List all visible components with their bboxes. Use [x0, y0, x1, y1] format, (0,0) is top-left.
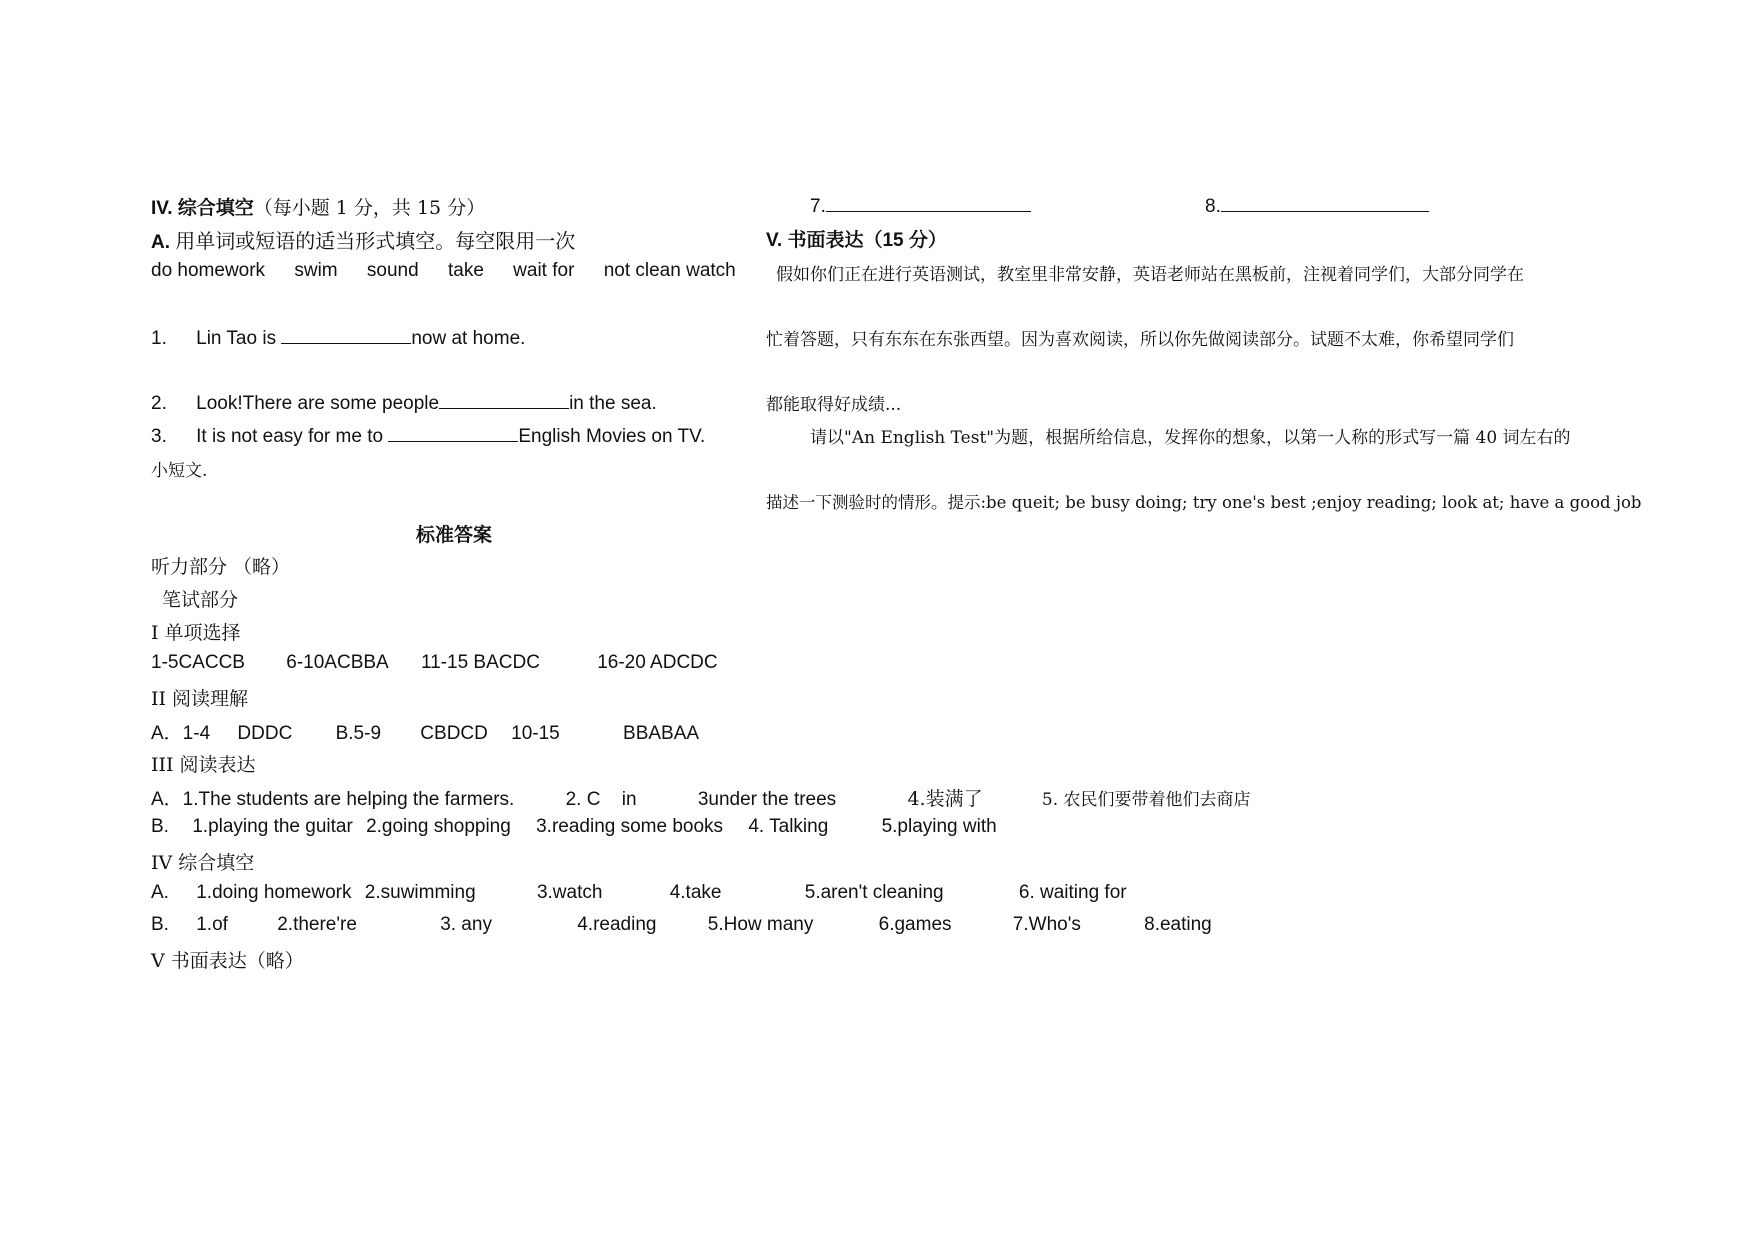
writing-prompt-line: 都能取得好成绩... — [766, 395, 902, 415]
section4-answers-title: IV 综合填空 — [151, 852, 255, 874]
answer-group: A．1.The students are helping the farmers. — [151, 789, 515, 810]
answer-blank[interactable] — [1221, 193, 1429, 212]
question-2 — [151, 390, 657, 415]
answer-group: 5.playing with — [881, 816, 997, 837]
answer-group: DDDC — [237, 723, 293, 744]
question-text-after: in the sea. — [569, 393, 657, 414]
answer-group: 1.playing the guitar — [192, 816, 353, 837]
answer-group: B. — [151, 816, 169, 837]
answer-group: 3.reading some books — [536, 816, 724, 837]
answer-group: 1.doing homework — [196, 882, 352, 903]
word-bank-item: swim — [294, 260, 338, 281]
section1-answers — [151, 652, 718, 674]
section3-answers-b — [151, 816, 997, 838]
question-text-after: English Movies on TV. — [518, 426, 706, 447]
writing-prompt-line: 假如你们正在进行英语测试，教室里非常安静，英语老师站在黑板前，注视着同学们，大部分同学在 — [776, 265, 1524, 285]
partA-heading — [151, 225, 575, 254]
section4-answers-b — [151, 914, 1212, 936]
answer-group: 4.take — [669, 882, 722, 903]
answer-group: BBABAA — [623, 723, 700, 744]
answer-group: CBDCD — [420, 723, 488, 744]
answer-blank[interactable] — [826, 193, 1031, 212]
question-number: 7. — [810, 196, 826, 217]
word-bank-item: not clean watch — [603, 260, 736, 281]
section1-answers-title: I 单项选择 — [151, 622, 241, 644]
answer-group: 6. waiting for — [1018, 882, 1127, 903]
answers-title: 标准答案 — [416, 524, 493, 546]
section4-heading — [151, 193, 485, 220]
question-number: 2. — [151, 393, 167, 414]
question-text-before: Look!There are some people — [196, 393, 440, 414]
word-bank-item: wait for — [513, 260, 575, 281]
question-7 — [810, 193, 1031, 218]
answer-group: 8.eating — [1144, 914, 1212, 935]
question-number: 3. — [151, 426, 167, 447]
answer-group: 2.there're — [277, 914, 357, 935]
section2-answers-title: II 阅读理解 — [151, 688, 249, 710]
section4-title: IV. 综合填空 — [151, 198, 254, 219]
section3-answers-title: III 阅读表达 — [151, 754, 256, 776]
word-bank-item: take — [447, 260, 484, 281]
question-8 — [1205, 193, 1429, 218]
written-heading: 笔试部分 — [162, 589, 239, 611]
question-number: 8. — [1205, 196, 1221, 217]
writing-prompt-line: 忙着答题，只有东东在东张西望。因为喜欢阅读，所以你先做阅读部分。试题不太难，你希望同学们 — [766, 330, 1514, 350]
answer-group: 4.装满了 — [907, 788, 983, 810]
answer-group: 3.watch — [536, 882, 603, 903]
answer-group: 5.How many — [707, 914, 814, 935]
answer-blank[interactable] — [439, 390, 569, 409]
word-bank-item: do homework — [151, 260, 266, 281]
answer-blank[interactable] — [388, 423, 518, 442]
section5-title: V. 书面表达（15 分） — [766, 230, 947, 251]
section5-answers: V 书面表达（略） — [151, 950, 304, 972]
section4-answers-a — [151, 882, 1127, 904]
question-text-before: Lin Tao is — [196, 328, 282, 349]
answer-group: 6.games — [878, 914, 952, 935]
answer-group: 2. C — [565, 789, 601, 810]
answer-group: A．1-4 — [151, 723, 211, 744]
question-1 — [151, 325, 525, 350]
question-text-before: It is not easy for me to — [196, 426, 389, 447]
answer-group: 7.Who's — [1012, 914, 1081, 935]
answer-group: B. — [151, 914, 169, 935]
answer-group: 5.aren't cleaning — [804, 882, 944, 903]
answer-group: 4. Talking — [748, 816, 829, 837]
answer-blank[interactable] — [281, 325, 411, 344]
answer-group: in — [621, 789, 637, 810]
question-3-continuation: 小短文. — [151, 461, 208, 481]
answer-group: 1.of — [196, 914, 228, 935]
answer-group: 6-10ACBBA — [286, 652, 388, 673]
answer-group: 1-5CACCB — [151, 652, 245, 673]
listening-answers: 听力部分 （略） — [151, 556, 291, 578]
answer-group: 10-15 — [511, 723, 560, 744]
partA-label: A. — [151, 232, 170, 253]
question-number: 1. — [151, 328, 167, 349]
section3-answers-a — [151, 784, 1251, 811]
answer-group: 5. 农民们要带着他们去商店 — [1041, 790, 1251, 810]
question-3 — [151, 423, 705, 448]
word-bank-item: sound — [366, 260, 419, 281]
section4-score: （每小题 1 分，共 15 分） — [253, 197, 486, 219]
answer-group: A. — [151, 882, 169, 903]
writing-prompt-line: 描述一下测验时的情形。提示:be queit; be busy doing; try one's best ;enjoy reading; look at; have a good job — [766, 493, 1642, 512]
question-text-after: now at home. — [411, 328, 526, 349]
answer-group: 4.reading — [577, 914, 657, 935]
answer-group: 3under the trees — [697, 789, 837, 810]
answer-group: 3. any — [440, 914, 492, 935]
word-bank — [151, 260, 736, 282]
partA-instruction: 用单词或短语的适当形式填空。每空限用一次 — [175, 229, 576, 253]
answer-group: B.5-9 — [335, 723, 382, 744]
answer-group: 2.going shopping — [366, 816, 511, 837]
section2-answers — [151, 718, 699, 745]
answer-group: 2.suwimming — [364, 882, 476, 903]
answer-group: 11-15 BACDC — [420, 652, 540, 673]
answer-group: 16-20 ADCDC — [597, 652, 718, 673]
writing-prompt-line: 请以"An English Test"为题，根据所给信息，发挥你的想象，以第一人称的形式写一篇 40 词左右的 — [810, 428, 1571, 448]
